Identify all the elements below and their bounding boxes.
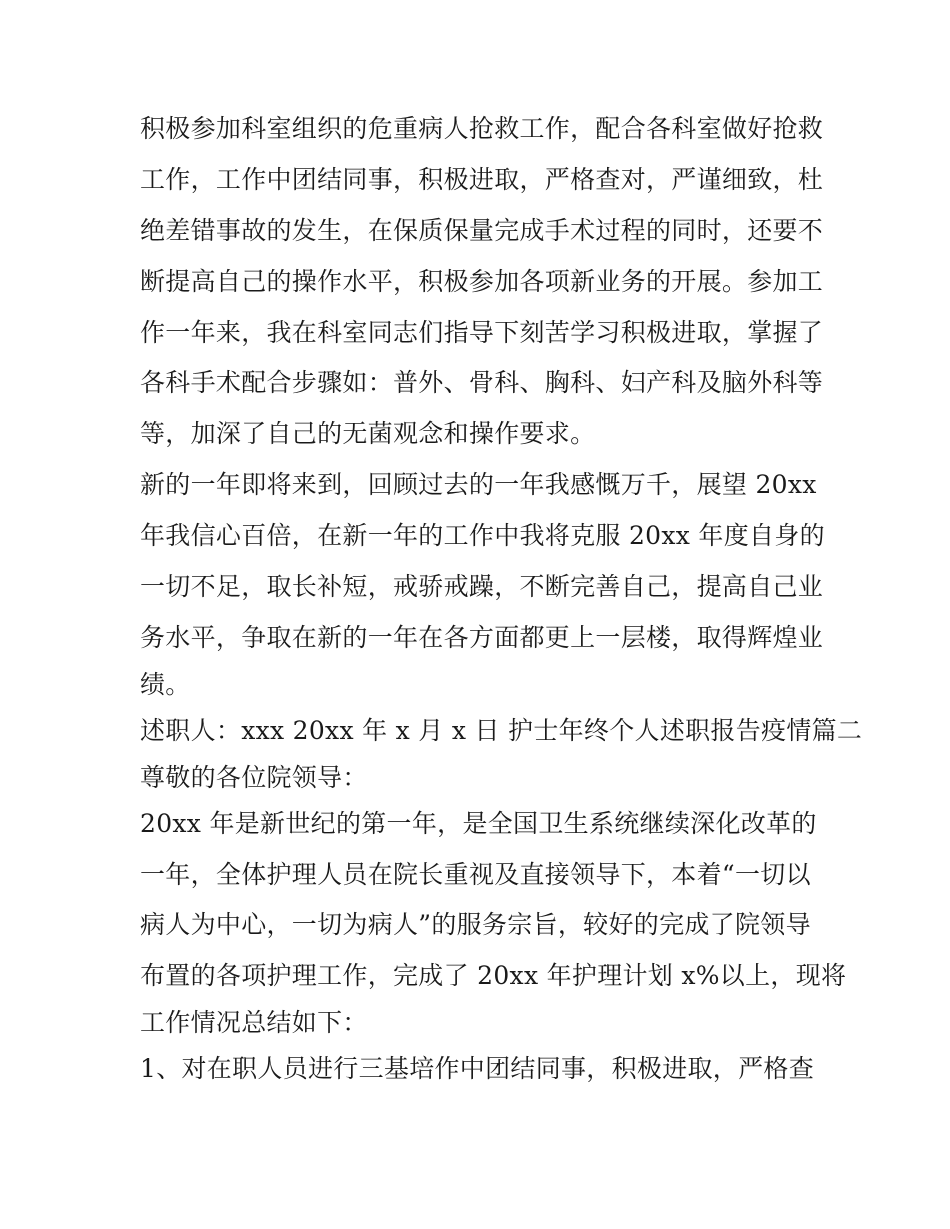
text-line: 年我信心百倍，在新一年的工作中我将克服 20xx 年度自身的: [140, 521, 825, 551]
text-line: 20xx 年是新世纪的第一年，是全国卫生系统继续深化改革的: [140, 808, 817, 838]
text-line: 工作，工作中团结同事，积极进取，严格查对，严谨细致，杜: [140, 164, 824, 194]
text-line: 务水平，争取在新的一年在各方面都更上一层楼，取得辉煌业: [140, 622, 824, 652]
text-line: 断提高自己的操作水平，积极参加各项新业务的开展。参加工: [140, 266, 824, 296]
text-line: 一年，全体护理人员在院长重视及直接领导下，本着“一切以: [140, 859, 811, 889]
text-line: 各科手术配合步骤如：普外、骨科、胸科、妇产科及脑外科等: [140, 368, 824, 398]
text-line: 布置的各项护理工作，完成了 20xx 年护理计划 x%以上，现将: [140, 961, 847, 991]
text-line: 一切不足，取长补短，戒骄戒躁，不断完善自己，提高自己业: [140, 572, 824, 602]
text-line: 1、对在职人员进行三基培作中团结同事，积极进取，严格查: [140, 1054, 815, 1084]
text-line: 新的一年即将来到，回顾过去的一年我感慨万千，展望 20xx: [140, 470, 817, 500]
text-line: 绝差错事故的发生，在保质保量完成手术过程的同时，还要不: [140, 215, 824, 245]
text-line: 病人为中心，一切为病人”的服务宗旨，较好的完成了院领导: [140, 910, 811, 940]
text-line: 积极参加科室组织的危重病人抢救工作，配合各科室做好抢救: [140, 114, 824, 143]
text-line: 述职人：xxx 20xx 年 x 月 x 日 护士年终个人述职报告疫情篇二: [140, 715, 863, 745]
text-line: 工作情况总结如下：: [140, 1008, 368, 1038]
text-line: 作一年来，我在科室同志们指导下刻苦学习积极进取，掌握了: [140, 317, 824, 347]
text-line: 等，加深了自己的无菌观念和操作要求。: [140, 419, 596, 449]
document-body: [140, 104, 863, 1095]
text-line: 尊敬的各位院领导：: [140, 762, 368, 792]
text-line: 绩。: [140, 669, 191, 699]
